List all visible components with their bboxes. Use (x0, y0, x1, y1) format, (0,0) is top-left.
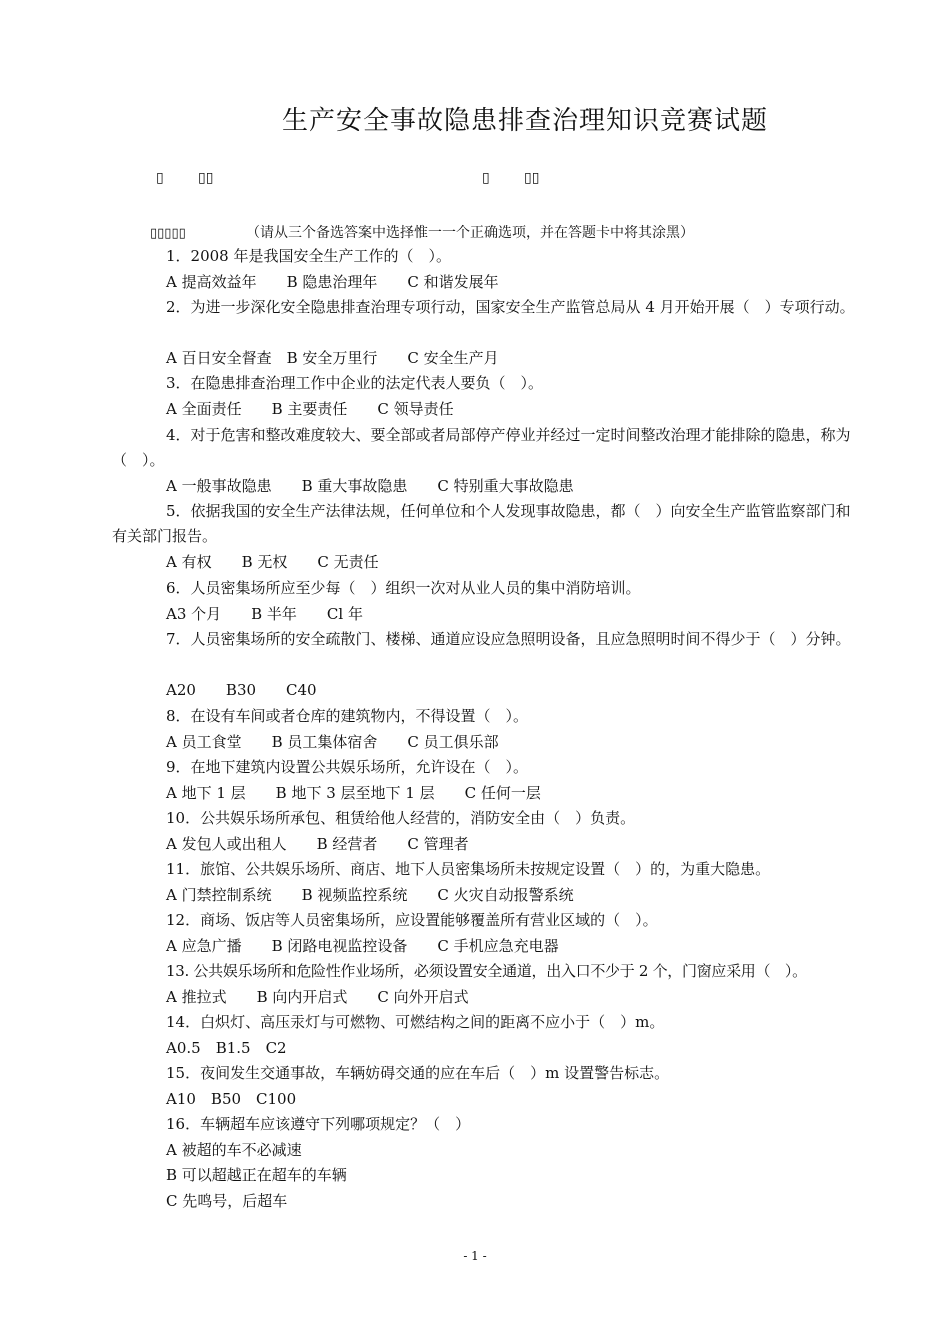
question-stem: 11．旅馆、公共娱乐场所、商店、地下人员密集场所未按规定设置（ ）的，为重大隐患。 (166, 860, 771, 878)
page-number: - 1 - (463, 1249, 487, 1263)
question-12 (112, 908, 864, 933)
question-stem: 12．商场、饭店等人员密集场所，应设置能够覆盖所有营业区域的（ ）。 (166, 911, 658, 929)
question-3 (112, 371, 864, 396)
question-11 (112, 857, 864, 882)
question-16 (112, 1112, 864, 1137)
unit-field (482, 170, 539, 186)
question-stem: 14．白炽灯、高压汞灯与可燃物、可燃结构之间的距离不应小于（ ）m。 (166, 1013, 665, 1031)
question-5-options: A 有权 B 无权 C 无责任 (166, 553, 379, 571)
question-stem: 16．车辆超车应该遵守下列哪项规定？（ ） (166, 1115, 471, 1133)
question-stem: 8．在设有车间或者仓库的建筑物内，不得设置（ ）。 (166, 707, 529, 725)
page-title: 生产安全事故隐患排查治理知识竞赛试题 (281, 106, 768, 136)
question-16-option-a: A 被超的车不必减速 (166, 1141, 302, 1159)
question-14-options: A0.5 B1.5 C2 (166, 1039, 287, 1057)
question-stem: 6．人员密集场所应至少每（ ）组织一次对从业人员的集中消防培训。 (166, 579, 641, 597)
instruction-text: （请从三个备选答案中选择惟一一个正确选项，并在答题卡中将其涂黑） (246, 225, 694, 241)
question-4 (112, 423, 864, 473)
name-field-blank: ▯▯ (198, 170, 214, 186)
question-14 (112, 1010, 864, 1035)
question-3-options: A 全面责任 B 主要责任 C 领导责任 (166, 400, 454, 418)
question-8 (112, 704, 864, 729)
question-stem: 10．公共娱乐场所承包、租赁给他人经营的，消防安全由（ ）负责。 (166, 809, 636, 827)
unit-field-label: ▯ (482, 170, 490, 186)
question-12-options: A 应急广播 B 闭路电视监控设备 C 手机应急充电器 (166, 937, 559, 955)
name-field (156, 170, 213, 186)
question-7-options: A20 B30 C40 (166, 681, 317, 699)
question-stem: 13. 公共娱乐场所和危险性作业场所，必须设置安全通道，出入口不少于 2 个，门窗应采用（ ）。 (166, 962, 807, 980)
question-9 (112, 755, 864, 780)
question-stem: 5．依据我国的安全生产法律法规，任何单位和个人发现事故隐患，都（ ）向安全生产监管监察部门和有关部门报告。 (112, 502, 851, 545)
question-6 (112, 576, 864, 601)
question-10 (112, 806, 864, 831)
question-16-option-b: B 可以超越正在超车的车辆 (166, 1166, 347, 1184)
question-stem: 1．2008 年是我国安全生产工作的（ ）。 (166, 247, 451, 265)
question-6-options: A3 个月 B 半年 Cl 年 (166, 605, 363, 623)
section-heading: ▯▯▯▯▯ (150, 226, 186, 241)
name-field-label: ▯ (156, 170, 164, 186)
question-10-options: A 发包人或出租人 B 经营者 C 管理者 (166, 835, 469, 853)
instruction-line (150, 222, 694, 242)
unit-field-blank: ▯▯ (524, 170, 540, 186)
question-2 (112, 295, 864, 320)
question-stem: 7．人员密集场所的安全疏散门、楼梯、通道应设应急照明设备，且应急照明时间不得少于（ ）分钟。 (166, 630, 851, 648)
question-4-options: A 一般事故隐患 B 重大事故隐患 C 特别重大事故隐患 (166, 477, 574, 495)
question-5 (112, 499, 864, 549)
question-11-options: A 门禁控制系统 B 视频监控系统 C 火灾自动报警系统 (166, 886, 574, 904)
question-13-options: A 推拉式 B 向内开启式 C 向外开启式 (166, 988, 469, 1006)
question-stem: 3．在隐患排查治理工作中企业的法定代表人要负（ ）。 (166, 374, 544, 392)
question-stem: 2．为进一步深化安全隐患排查治理专项行动，国家安全生产监管总局从 4 月开始开展（ ）专项行动。 (166, 298, 855, 316)
question-9-options: A 地下 1 层 B 地下 3 层至地下 1 层 C 任何一层 (166, 784, 541, 802)
question-stem: 15．夜间发生交通事故，车辆妨碍交通的应在车后（ ）m 设置警告标志。 (166, 1064, 670, 1082)
question-stem: 4．对于危害和整改难度较大、要全部或者局部停产停业并经过一定时间整改治理才能排除的隐患，称为（ ）。 (112, 426, 851, 469)
question-1 (112, 244, 864, 269)
question-1-options: A 提高效益年 B 隐患治理年 C 和谐发展年 (166, 273, 499, 291)
question-16-option-c: C 先鸣号，后超车 (166, 1192, 288, 1210)
question-13 (112, 959, 864, 984)
question-2-options: A 百日安全督查 B 安全万里行 C 安全生产月 (166, 349, 499, 367)
question-stem: 9．在地下建筑内设置公共娱乐场所，允许设在（ ）。 (166, 758, 529, 776)
question-15-options: A10 B50 C100 (166, 1090, 297, 1108)
question-7 (112, 627, 864, 652)
question-8-options: A 员工食堂 B 员工集体宿舍 C 员工俱乐部 (166, 733, 499, 751)
question-15 (112, 1061, 864, 1086)
